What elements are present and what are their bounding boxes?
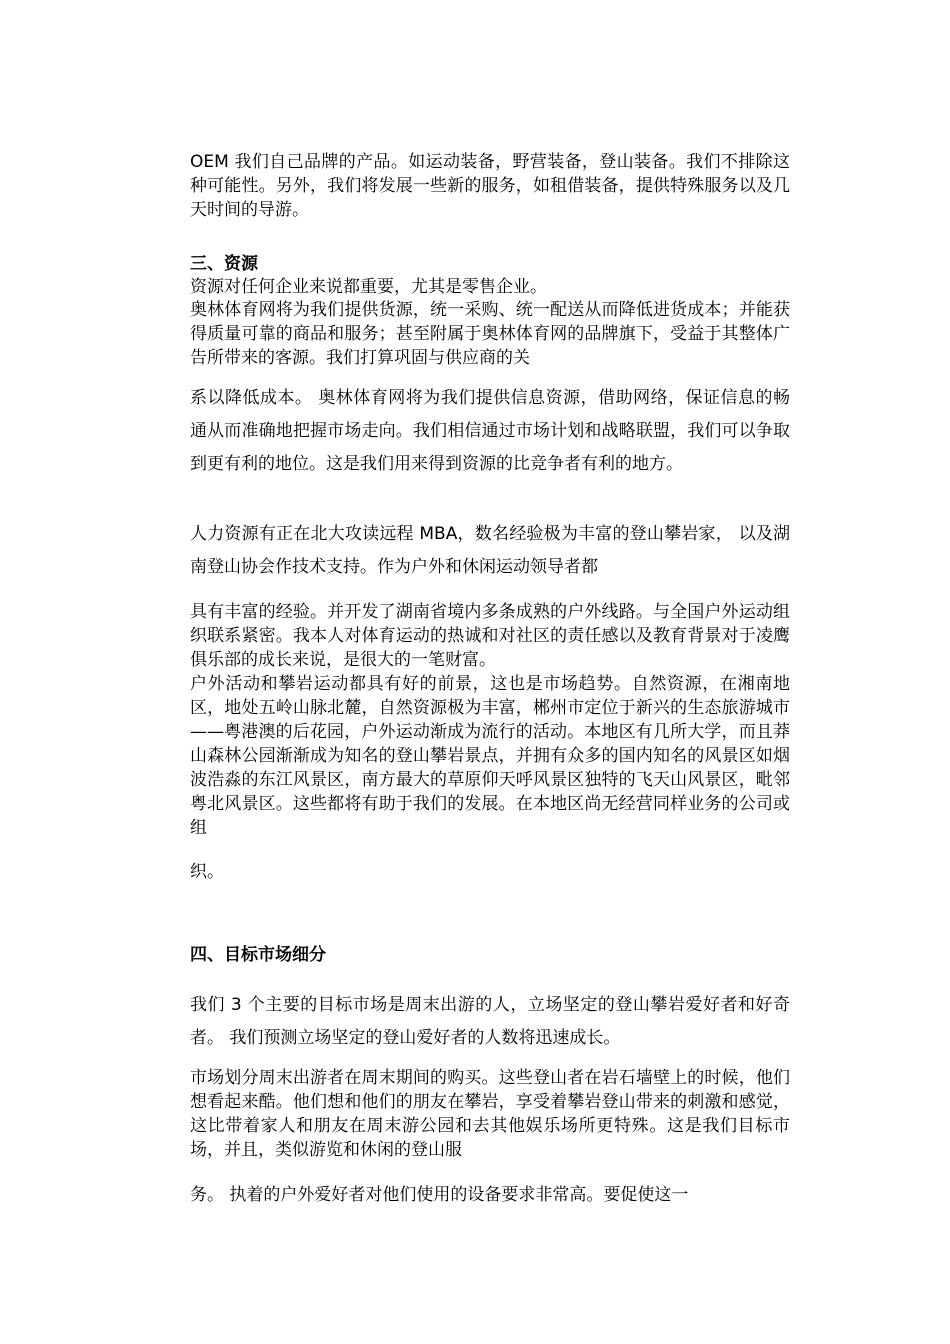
experience-paragraph: 具有丰富的经验。并开发了湖南省境内多条成熟的户外线路。与全国户外运动组织联系紧密。我本人对体育运动的热诚和对社区的责任感以及教育背景对于凌鹰俱乐部的成长来说，是很大的一笔财富。 (190, 602, 790, 670)
section-3-heading: 三、资源 (190, 254, 258, 274)
intro-paragraph: OEM 我们自己品牌的产品。如运动装备，野营装备，登山装备。我们不排除这种可能性。另外，我们将发展一些新的服务，如租借装备，提供特殊服务以及几天时间的导游。 (190, 152, 790, 220)
section-4-heading: 四、目标市场细分 (190, 945, 326, 965)
natural-resources-tail: 织。 (190, 862, 224, 882)
information-resources-paragraph: 系以降低成本。 奥林体育网将为我们提供信息资源，借助网络，保证信息的畅通从而准确地把握市场走向。我们相信通过市场计划和战略联盟，我们可以争取到更有利的地位。这是我们用来得到资源的比竞争者有利的地方。 (190, 388, 790, 474)
natural-resources-paragraph: 户外活动和攀岩运动都具有好的前景，这也是市场趋势。自然资源，在湘南地区，地处五岭山脉北麓，自然资源极为丰富，郴州市定位于新兴的生态旅游城市——粤港澳的后花园，户外运动渐成为流行的活动。本地区有几所大学，而且莽山森林公园渐渐成为知名的登山攀岩景点，并拥有众多的国内知名的风景区如烟波浩淼的东江风景区，南方最大的草原仰天呼风景区独特的飞天山风景区，毗邻粤北风景区。这些都将有助于我们的发展。在本地区尚无经营同样业务的公司或组 (190, 674, 790, 838)
market-segmentation-paragraph: 市场划分周末出游者在周末期间的购买。这些登山者在岩石墙壁上的时候，他们想看起来酷。他们想和他们的朋友在攀岩，享受着攀岩登山带来的刺激和感觉，这比带着家人和朋友在周末游公园和去其他娱乐场所更特殊。这是我们目标市场，并且，类似游览和休闲的登山服 (190, 1068, 790, 1160)
resources-intro-paragraph: 资源对任何企业来说都重要，尤其是零售企业。 (190, 277, 547, 297)
human-resources-paragraph: 人力资源有正在北大攻读远程 MBA，数名经验极为丰富的登山攀岩家， 以及湖南登山协会作技术支持。作为户外和休闲运动领导者都 (190, 524, 790, 577)
target-markets-paragraph: 我们 3 个主要的目标市场是周末出游的人，立场坚定的登山攀岩爱好者和好奇者。 我们预测立场坚定的登山爱好者的人数将迅速成长。 (190, 995, 790, 1048)
outdoor-enthusiasts-paragraph: 务。 执着的户外爱好者对他们使用的设备要求非常高。要促使这一 (190, 1185, 689, 1205)
supply-paragraph: 奥林体育网将为我们提供货源，统一采购、统一配送从而降低进货成本；并能获得质量可靠的商品和服务；甚至附属于奥林体育网的品牌旗下，受益于其整体广告所带来的客源。我们打算巩固与供应商的关 (190, 300, 790, 368)
